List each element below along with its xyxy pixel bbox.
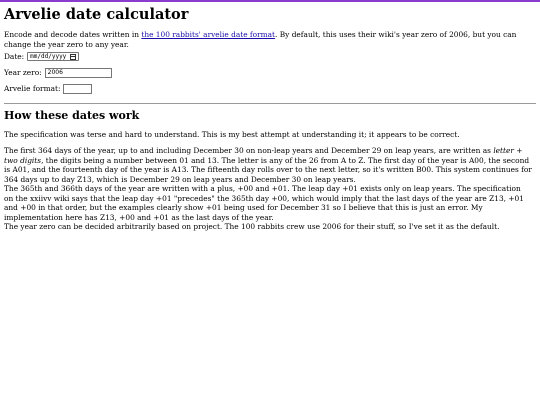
date-placeholder: mm/dd/yyyy — [30, 53, 67, 60]
section-divider — [4, 103, 536, 104]
spec-paragraph-3: The 365th and 366th days of the year are written with a plus, +00 and +01. The leap day +01 exists only on leap years. The specification on the xxiivv wiki says that the leap day +01 "precedes" the 365th day +00, which would imply that the last days of the year are Z13, +01 and +00 in that order, but the examples clearly show +01 being used for December 31 so I believe that this is just an error. My implementation here has Z13, +00 and +01 as the last days of the year. — [4, 184, 524, 222]
arvelie-format-input[interactable] — [63, 84, 92, 94]
date-field — [4, 52, 79, 62]
year-zero-input[interactable] — [45, 68, 112, 78]
arvelie-format-field — [4, 84, 92, 94]
arvelie-spec-link[interactable]: the 100 rabbits' arvelie date format — [141, 30, 276, 39]
date-label: Date: — [4, 52, 25, 61]
intro-paragraph — [4, 30, 532, 49]
date-input[interactable] — [27, 52, 79, 61]
section-heading: How these dates work — [4, 109, 140, 122]
spec-paragraph-1: The specification was terse and hard to understand. This is my best attempt at understanding it; it appears to be correct. — [4, 130, 460, 139]
intro-text-end: . By default, this uses their wiki's year zero of 2006, but you can change the year zero to any year. — [4, 30, 517, 49]
year-zero-value: 2006 — [47, 69, 63, 77]
year-zero-label: Year zero: — [4, 68, 42, 78]
accent-bar — [0, 0, 540, 2]
spec-paragraph-2 — [4, 146, 532, 184]
intro-text: Encode and decode dates written in — [4, 30, 142, 39]
spec-paragraph-4: The year zero can be decided arbitrarily based on project. The 100 rabbits crew use 2006 for their stuff, so I've set it as the default. — [4, 222, 500, 231]
arvelie-format-label: Arvelie format: — [4, 84, 61, 94]
year-zero-field — [4, 68, 112, 78]
spec-paragraph-2-emphasis: letter + two digits — [4, 146, 523, 165]
calendar-icon[interactable] — [70, 54, 76, 60]
spec-paragraph-2-text-end: , the digits being a number between 01 and 13. The letter is any of the 26 from A to Z. The first day of the year is A00, the second is A01, and the fourteenth day of the year is A13. The fifteenth day rolls over to the next letter, so it's written B00. This system continues for 364 days up to day Z13, which is December 29 on leap years and December 30 on leap years. — [4, 155, 532, 184]
page-title: Arvelie date calculator — [4, 6, 189, 23]
spec-paragraph-2-text: The first 364 days of the year, up to and including December 30 on non-leap years and December 29 on leap years, are written as — [4, 146, 494, 155]
